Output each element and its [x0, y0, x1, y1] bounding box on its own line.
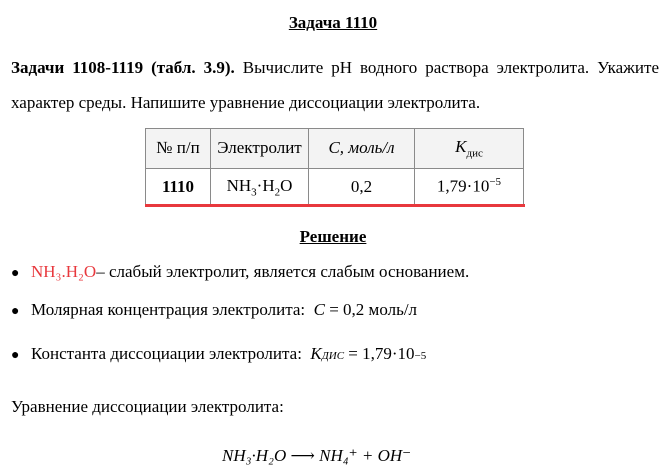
bullet-icon: ●	[11, 304, 20, 319]
bullet-text: Молярная концентрация электролита:	[31, 300, 314, 319]
table-row	[146, 168, 524, 206]
col-header-concentration	[309, 129, 415, 169]
bullet-text: Константа диссоциации электролита:	[31, 344, 311, 363]
list-item: ● Константа диссоциации электролита: K ДИС = 1,79·10 −5	[11, 344, 427, 363]
bullet-text: – слабый электролит, является слабым основанием.	[96, 262, 470, 281]
task-ref: Задачи 1108-1119 (табл. 3.9).	[11, 58, 235, 77]
cell-num: 1110	[146, 168, 211, 206]
col-header-num: № п/п	[146, 129, 211, 169]
solution-title: Решение	[299, 227, 367, 246]
task-statement	[11, 50, 659, 120]
cell-k: $1,79\cdot 10^{-5}$	[415, 168, 524, 206]
bullet-icon: ●	[11, 266, 20, 281]
bullet-icon: ●	[11, 348, 20, 363]
k-sub: дис	[466, 147, 483, 160]
electrolyte-formula: NH₃.H₂O	[31, 262, 97, 281]
task-title: Задача 1110	[288, 13, 378, 32]
cell-concentration: 0,2	[309, 168, 415, 206]
table-red-underline	[145, 204, 525, 207]
concentration-label: C, моль/л	[328, 138, 395, 158]
table-header-row	[146, 129, 524, 169]
k-label: K	[455, 137, 467, 157]
cell-electrolyte: $NH_3\cdot H_2O$	[211, 168, 309, 206]
data-table	[145, 128, 524, 206]
equation-label: Уравнение диссоциации электролита:	[11, 397, 284, 416]
dissociation-equation: NH₃·H₂O ⟶ NH₄⁺ + OH⁻	[222, 446, 412, 465]
col-header-k	[415, 129, 524, 169]
list-item: ● Молярная концентрация электролита: C = 0,2 моль/л	[11, 300, 418, 319]
list-item	[11, 262, 469, 282]
task-text: Вычислите pH водного раствора электролита. Укажите характер среды. Напишите уравнение диссоциации электролита.	[11, 58, 659, 112]
col-header-electrolyte: Электролит	[211, 129, 309, 169]
